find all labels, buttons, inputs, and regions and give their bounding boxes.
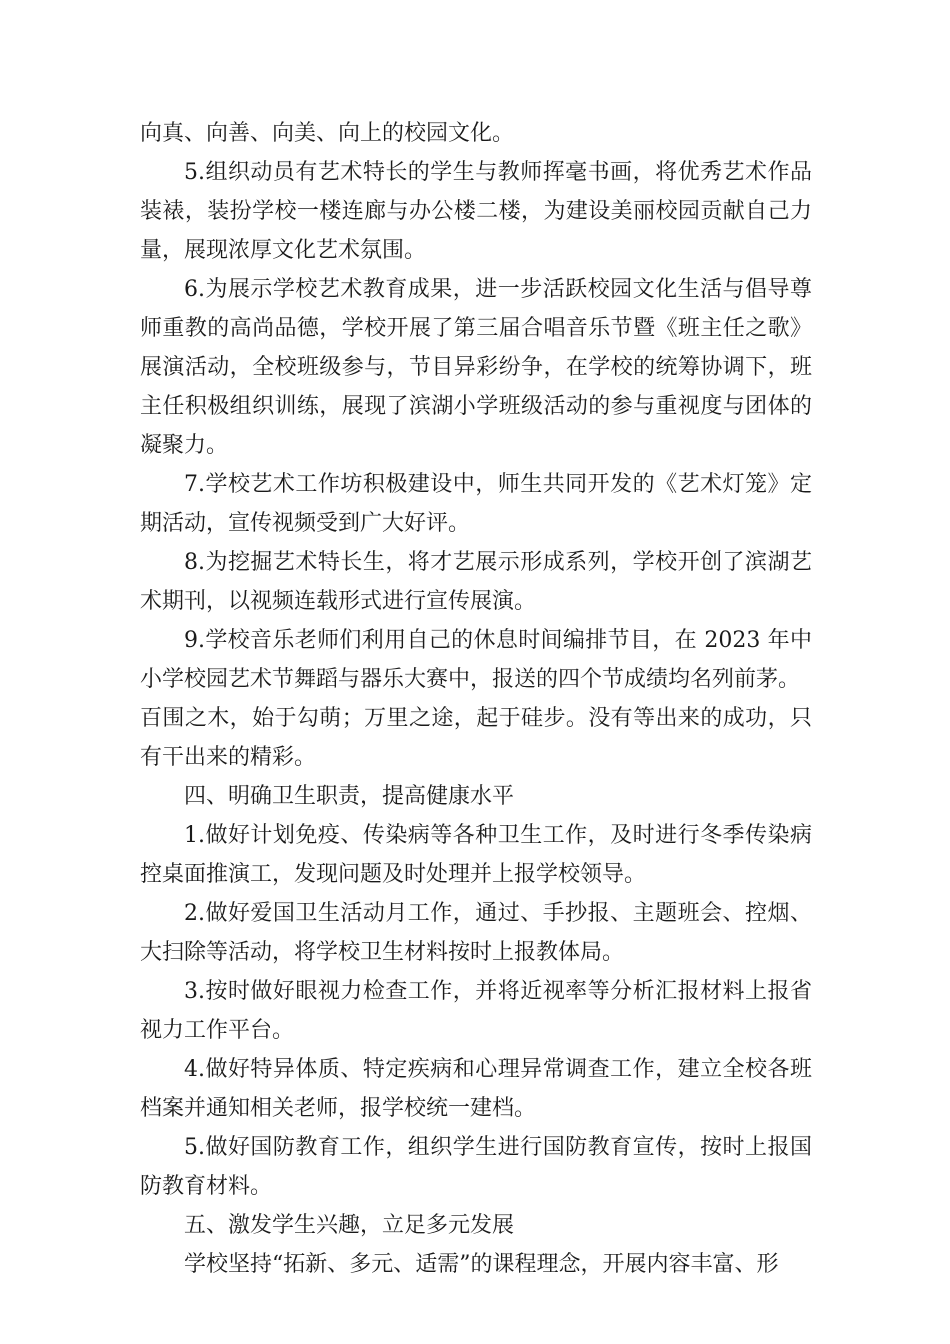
paragraph-health-item-5: 5.做好国防教育工作，组织学生进行国防教育宣传，按时上报国防教育材料。 xyxy=(140,1135,812,1199)
paragraph-item-5-calligraphy: 5.组织动员有艺术特长的学生与教师挥毫书画，将优秀艺术作品装裱，装扮学校一楼连廊与办公楼二楼，为建设美丽校园贡献自己力量，展现浓厚文化艺术氛围。 xyxy=(140,160,812,263)
document-page xyxy=(140,114,812,1284)
paragraph-quote: 百围之木，始于勾萌；万里之途，起于硅步。没有等出来的成功，只有干出来的精彩。 xyxy=(140,706,812,770)
paragraph-item-8-art-journal: 8.为挖掘艺术特长生，将才艺展示形成系列，学校开创了滨湖艺术期刊，以视频连载形式进行宣传展演。 xyxy=(140,550,812,614)
section-heading-development: 五、激发学生兴趣，立足多元发展 xyxy=(184,1213,515,1238)
paragraph-health-item-3: 3.按时做好眼视力检查工作，并将近视率等分析汇报材料上报省视力工作平台。 xyxy=(140,979,812,1043)
paragraph-curriculum: 学校坚持“拓新、多元、适需”的课程理念，开展内容丰富、形 xyxy=(184,1252,779,1277)
paragraph-item-6-choir-festival: 6.为展示学校艺术教育成果，进一步活跃校园文化生活与倡导尊师重教的高尚品德，学校开展了第三届合唱音乐节暨《班主任之歌》展演活动，全校班级参与，节目异彩纷争，在学校的统筹协调下，班主任积极组织训练，展现了滨湖小学班级活动的参与重视度与团体的凝聚力。 xyxy=(140,277,812,458)
paragraph-health-item-2: 2.做好爱国卫生活动月工作，通过、手抄报、主题班会、控烟、大扫除等活动，将学校卫生材料按时上报教体局。 xyxy=(140,901,812,965)
paragraph-health-item-1: 1.做好计划免疫、传染病等各种卫生工作，及时进行冬季传染病控桌面推演工，发现问题及时处理并上报学校领导。 xyxy=(140,823,812,887)
paragraph-health-item-4: 4.做好特异体质、特定疾病和心理异常调查工作，建立全校各班档案并通知相关老师，报学校统一建档。 xyxy=(140,1057,812,1121)
paragraph-item-7-art-lantern: 7.学校艺术工作坊积极建设中，师生共同开发的《艺术灯笼》定期活动，宣传视频受到广大好评。 xyxy=(140,472,812,536)
section-heading-health: 四、明确卫生职责，提高健康水平 xyxy=(184,784,515,809)
paragraph-continuation: 向真、向善、向美、向上的校园文化。 xyxy=(140,121,515,146)
paragraph-item-9-art-competition: 9.学校音乐老师们利用自己的休息时间编排节目，在 2023 年中小学校园艺术节舞蹈与器乐大赛中，报送的四个节成绩均名列前茅。 xyxy=(140,628,812,692)
